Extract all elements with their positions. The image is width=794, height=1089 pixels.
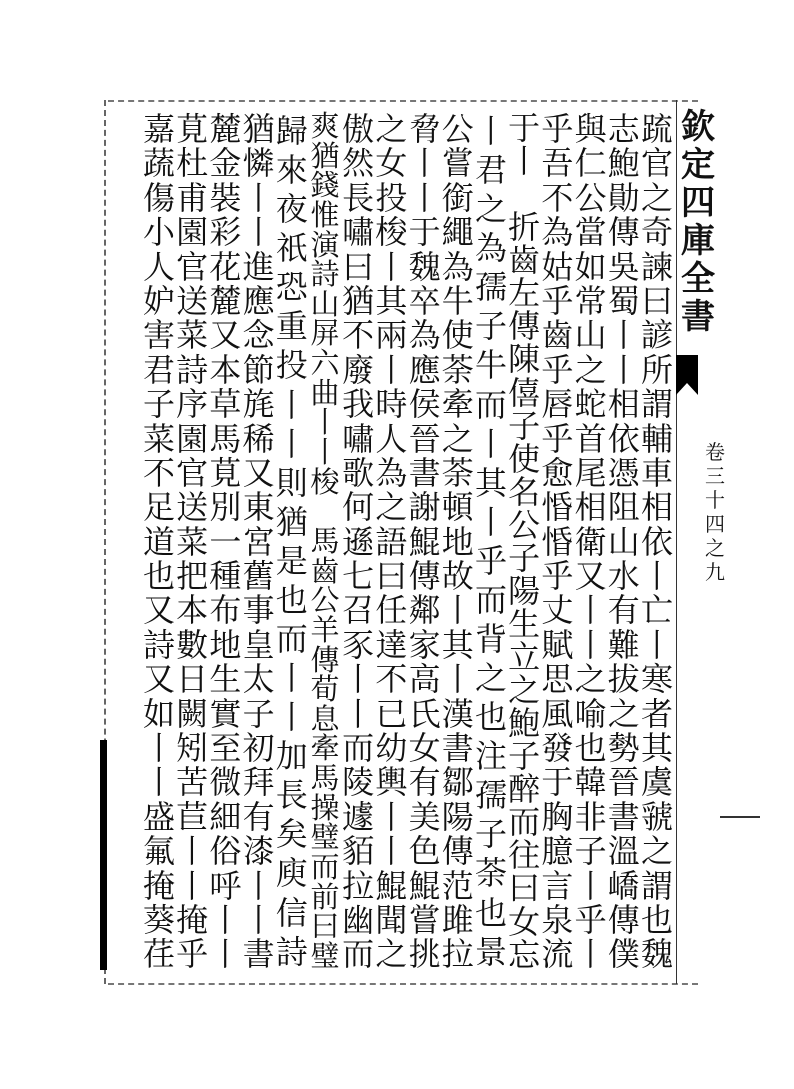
text-column: 之 女 投 梭 丨 其 兩 丨 時 人 為 之 語 曰 任 達 不 已 幼 輿 丨 丨 鯤 聞 之 <box>375 110 408 974</box>
volume-label: 卷 三 十 四 之 九 <box>705 440 725 584</box>
text-column: 麓 金 裝 彩 花 麓 又 本 草 馬 莧 別 一 種 布 地 生 實 至 微 細 俗 呼 丨 丨 <box>209 110 242 974</box>
text-column: 志 鮑 勛 傳 吳 蜀 丨 丨 相 依 憑 阻 山 水 有 難 拔 之 勢 晉 書 溫 嶠 傳 僕 <box>607 110 640 974</box>
edge-line <box>720 816 760 818</box>
text-column: 嘉 蔬 傷 小 人 妒 害 君 子 菜 不 足 道 也 又 詩 又 如 丨 丨 盛 氟 掩 葵 荏 <box>142 110 175 974</box>
text-column: 歸 來 夜 祇 恐 重 投 丨 丨 則 猶 是 也 而 丨 丨 加 長 矣 庾 信 詩 <box>275 112 308 971</box>
text-column: 乎 吾 不 為 姑 乎 齒 乎 唇 乎 愈 惛 惛 乎 丈 賦 思 風 發 于 胸 臆 言 泉 流 <box>541 110 574 974</box>
book-title <box>676 108 720 336</box>
text-column: 于 丨 折 齒 左 傳 陳 僖 子 使 名 公 子 陽 生 立 之 鮑 子 醉 而 往 曰 女 忘 <box>508 109 541 974</box>
text-column: 䟽 官 之 奇 諫 曰 諺 所 謂 輔 車 相 依 丨 亡 丨 寒 者 其 虞 虢 之 謂 也 魏 <box>640 110 673 974</box>
text-column: 脅 丨 丨 于 魏 卒 為 應 侯 晉 書 謝 鯤 傳 鄰 家 高 氏 女 有 美 色 鯤 嘗 挑 <box>408 110 441 974</box>
bottom-border <box>108 983 698 985</box>
top-border <box>108 100 698 102</box>
text-column: 公 嘗 銜 繩 為 牛 使 荼 牽 之 荼 頓 地 故 丨 其 丨 漢 書 鄒 陽 傳 范 雎 拉 <box>441 110 474 974</box>
text-column: 傲 然 長 嘯 曰 猶 不 廢 我 嘯 歌 何 遜 七 召 豕 丨 丨 而 陵 遽 貊 拉 幽 而 <box>342 110 375 974</box>
fishtail-mark <box>676 355 698 395</box>
binding-mark <box>100 740 107 970</box>
book-title-text: 欽 定 四 庫 全 書 <box>681 107 715 337</box>
text-column: 猶 憐 丨 丨 進 應 念 節 旄 稀 又 東 宮 舊 事 皇 太 子 初 拜 有 漆 丨 丨 書 <box>242 110 275 974</box>
text-column: 丨 君 之 為 孺 子 牛 而 丨 其 丨 乎 而 背 之 也 注 孺 子 荼 也 景 <box>474 112 507 971</box>
text-column: 爽 猶 錢 惟 演 詩 山 屏 六 曲 丨 丨 梭 馬 齒 公 羊 傳 荀 息 牽 馬 操 璧 而 前 曰 璧 <box>310 109 340 973</box>
text-column: 與 仁 公 當 如 常 山 之 蛇 首 尾 相 衛 又 丨 丨 之 喻 也 韓 非 子 丨 乎 丨 <box>574 110 607 974</box>
text-column: 莧 杜 甫 園 官 送 菜 詩 序 園 官 送 菜 把 本 數 日 闕 矧 苦 苣 丨 丨 掩 乎 <box>176 110 209 974</box>
